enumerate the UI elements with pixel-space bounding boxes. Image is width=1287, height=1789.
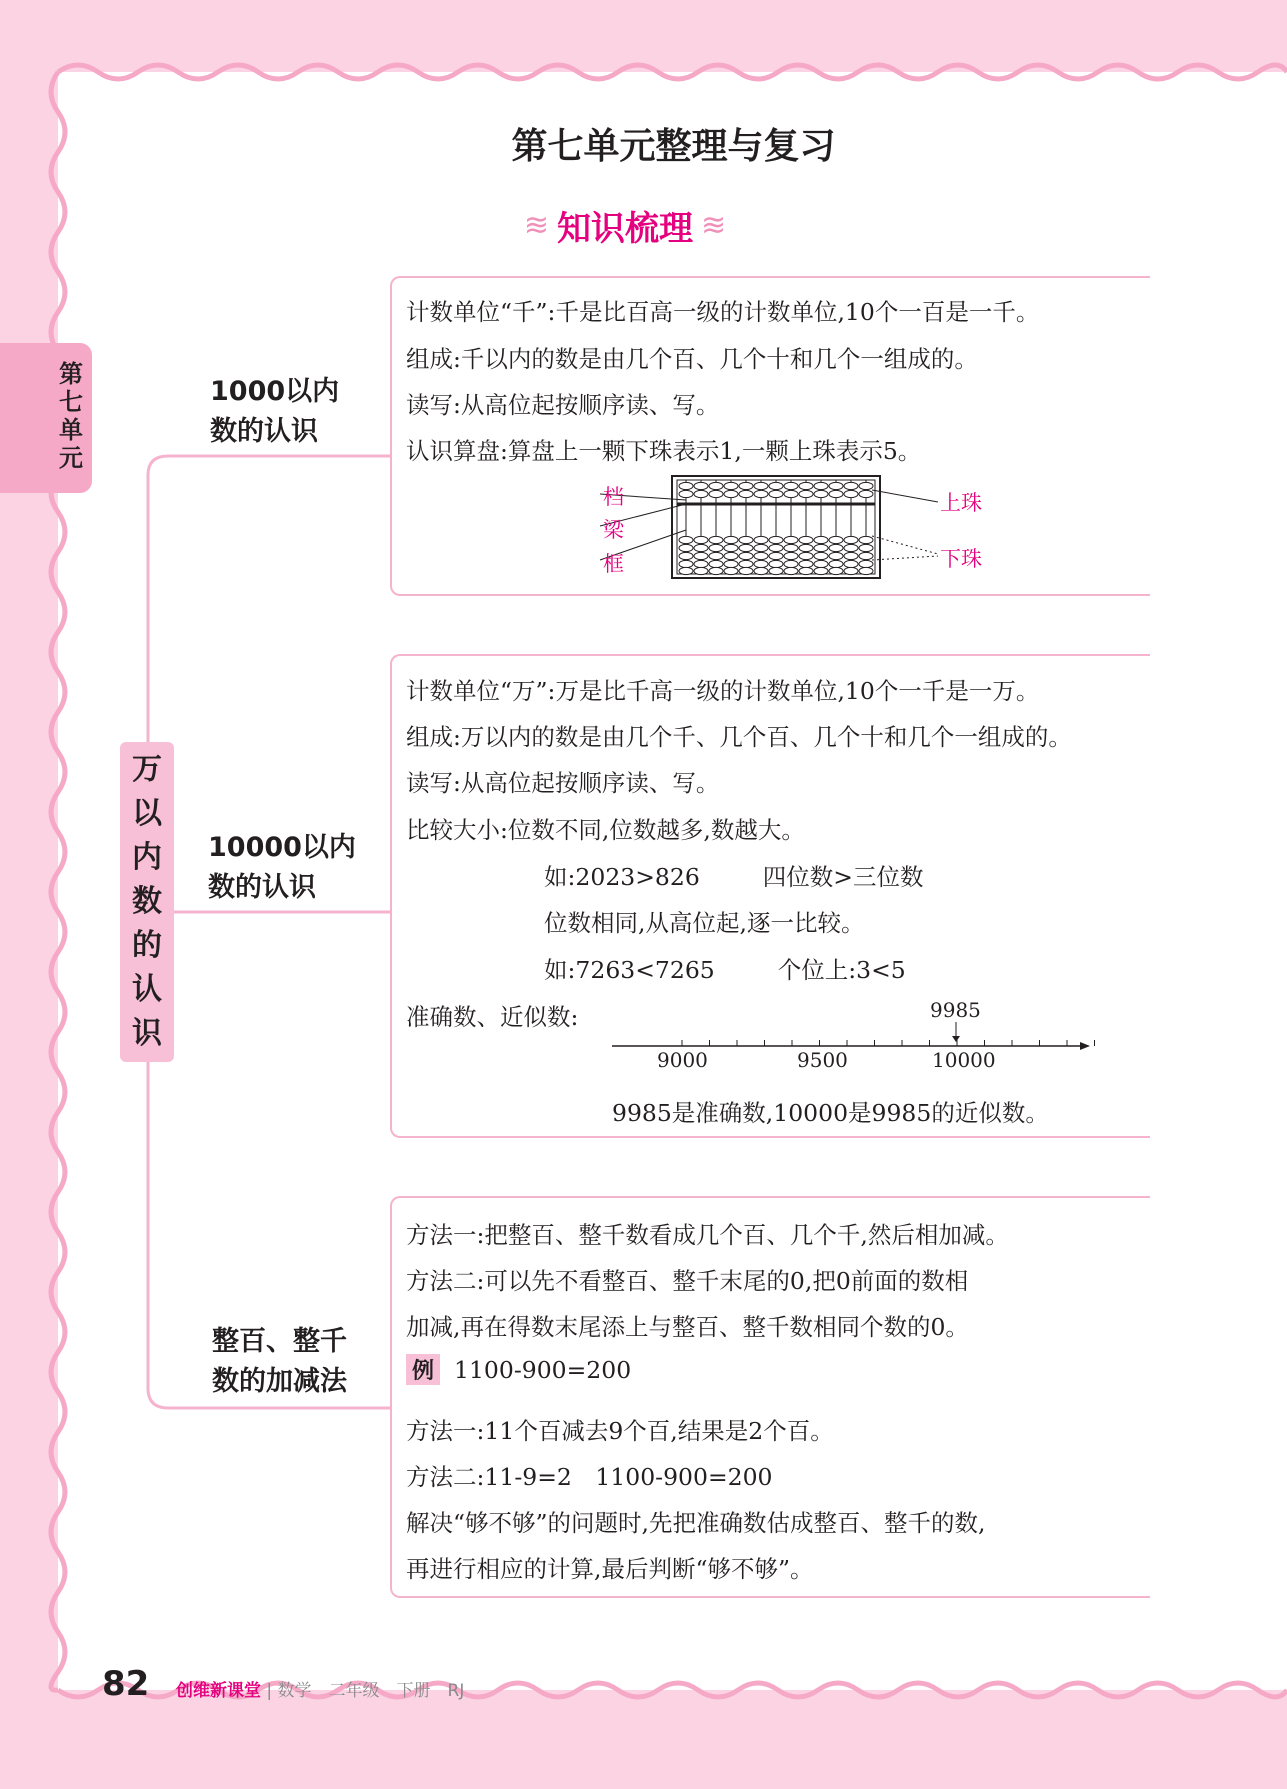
box2-line-4: 比较大小:位数不同,位数越多,数越大。 bbox=[406, 816, 805, 844]
abacus-lower-bead bbox=[799, 552, 813, 559]
abacus-upper-bead bbox=[739, 490, 753, 497]
abacus-lower-bead bbox=[829, 552, 843, 559]
abacus-upper-bead bbox=[694, 490, 708, 497]
abacus-lower-bead bbox=[724, 544, 738, 551]
abacus-lower-bead bbox=[709, 536, 723, 543]
marker-arrow-icon bbox=[952, 1036, 960, 1042]
abacus-upper-bead bbox=[859, 482, 873, 489]
abacus-upper-bead bbox=[694, 482, 708, 489]
abacus-lower-bead bbox=[724, 567, 738, 574]
abacus-upper-bead bbox=[739, 482, 753, 489]
abacus-upper-bead bbox=[829, 490, 843, 497]
abacus-lower-bead bbox=[814, 567, 828, 574]
box2-example-2 bbox=[544, 951, 906, 985]
abacus-lower-bead bbox=[754, 567, 768, 574]
branch-2-label bbox=[208, 828, 356, 908]
box3-line-1: 方法一:把整百、整千数看成几个百、几个千,然后相加减。 bbox=[406, 1221, 1009, 1249]
box2-line-1: 计数单位“万”:万是比千高一级的计数单位,10个一千是一万。 bbox=[406, 677, 1040, 705]
abacus-lower-bead bbox=[799, 567, 813, 574]
abacus-lower-bead bbox=[769, 552, 783, 559]
abacus-label-liang: 梁 bbox=[603, 518, 624, 542]
abacus-lower-bead bbox=[709, 567, 723, 574]
page-title: 第七单元整理与复习 bbox=[511, 126, 836, 167]
abacus-upper-bead bbox=[814, 490, 828, 497]
root-topic-label: 万以内数的认识 bbox=[120, 742, 174, 1062]
abacus-lower-bead bbox=[694, 567, 708, 574]
abacus-label-dang: 档 bbox=[603, 485, 624, 509]
abacus-lower-bead bbox=[784, 544, 798, 551]
abacus-lower-bead bbox=[694, 544, 708, 551]
number-line bbox=[600, 1000, 1100, 1090]
abacus-upper-bead bbox=[844, 482, 858, 489]
abacus-upper-bead bbox=[679, 482, 693, 489]
abacus-upper-bead bbox=[784, 490, 798, 497]
box3-line-2: 方法二:可以先不看整百、整千末尾的0,把0前面的数相 bbox=[406, 1267, 969, 1295]
abacus-lower-bead bbox=[859, 552, 873, 559]
abacus-lower-bead bbox=[814, 536, 828, 543]
abacus-upper-bead bbox=[709, 490, 723, 497]
abacus-lower-bead bbox=[799, 544, 813, 551]
box1-line-4: 认识算盘:算盘上一颗下珠表示1,一颗上珠表示5。 bbox=[406, 437, 922, 465]
abacus-lower-bead bbox=[739, 552, 753, 559]
abacus-lower-bead bbox=[859, 560, 873, 567]
abacus-lower-bead bbox=[814, 552, 828, 559]
abacus-lower-bead bbox=[739, 536, 753, 543]
box2-line-3: 读写:从高位起按顺序读、写。 bbox=[406, 769, 720, 797]
box3-line-3: 加减,再在得数末尾添上与整百、整千数相同个数的0。 bbox=[406, 1313, 969, 1341]
abacus-lower-bead bbox=[739, 544, 753, 551]
abacus-upper-bead bbox=[754, 482, 768, 489]
tick-label-9000: 9000 bbox=[657, 1048, 708, 1072]
abacus-lower-bead bbox=[769, 560, 783, 567]
abacus-lower-bead bbox=[739, 567, 753, 574]
abacus-upper-bead bbox=[769, 482, 783, 489]
footer-brand: 创维新课堂 bbox=[176, 1681, 261, 1701]
abacus-upper-bead bbox=[709, 482, 723, 489]
abacus-lower-bead bbox=[829, 560, 843, 567]
abacus-upper-bead bbox=[754, 490, 768, 497]
abacus-lower-bead bbox=[679, 560, 693, 567]
box2-example-2b: 个位上:3<5 bbox=[777, 956, 906, 984]
abacus-lower-bead bbox=[679, 536, 693, 543]
abacus-lower-bead bbox=[859, 567, 873, 574]
abacus-lower-bead bbox=[844, 567, 858, 574]
abacus-lower-bead bbox=[679, 567, 693, 574]
wavy-right-icon: ≋ bbox=[701, 207, 727, 243]
box2-approx-label: 准确数、近似数: bbox=[406, 1003, 579, 1031]
abacus-lower-bead bbox=[724, 536, 738, 543]
abacus-lower-bead bbox=[814, 560, 828, 567]
abacus-lower-bead bbox=[859, 544, 873, 551]
number-line-ticks bbox=[682, 1040, 1100, 1046]
abacus-upper-bead bbox=[679, 490, 693, 497]
abacus-lower-bead bbox=[829, 567, 843, 574]
example-equation: 1100-900=200 bbox=[454, 1356, 632, 1384]
abacus-lower-bead bbox=[844, 560, 858, 567]
box3-line-4: 方法一:11个百减去9个百,结果是2个百。 bbox=[406, 1417, 834, 1445]
abacus-label-lower-bead: 下珠 bbox=[940, 547, 982, 571]
box3-line-5: 方法二:11-9=2 1100-900=200 bbox=[406, 1463, 773, 1491]
branch-2-line2: 数的认识 bbox=[208, 872, 316, 903]
chapter-side-tab-label: 第七单元 bbox=[59, 360, 83, 472]
abacus-lower-bead bbox=[769, 567, 783, 574]
abacus-lower-bead bbox=[784, 552, 798, 559]
branch-3-line2: 数的加减法 bbox=[212, 1366, 347, 1397]
box1-line-3: 读写:从高位起按顺序读、写。 bbox=[406, 391, 720, 419]
abacus-lower-bead bbox=[724, 552, 738, 559]
abacus-upper-bead bbox=[784, 482, 798, 489]
abacus-lower-bead bbox=[754, 544, 768, 551]
abacus-lower-bead bbox=[694, 536, 708, 543]
abacus-lower-bead bbox=[694, 552, 708, 559]
abacus-label-upper-bead: 上珠 bbox=[940, 491, 982, 515]
abacus-label-kuang: 框 bbox=[603, 552, 624, 576]
number-line-marker-label: 9985 bbox=[930, 998, 981, 1022]
box1-line-2: 组成:千以内的数是由几个百、几个十和几个一组成的。 bbox=[406, 345, 978, 373]
abacus-lower-bead bbox=[829, 544, 843, 551]
abacus-upper-bead bbox=[724, 490, 738, 497]
abacus-lower-bead bbox=[829, 536, 843, 543]
abacus-rods bbox=[679, 480, 873, 575]
box1-line-1: 计数单位“千”:千是比百高一级的计数单位,10个一百是一千。 bbox=[406, 298, 1040, 326]
abacus-lower-bead bbox=[679, 544, 693, 551]
tick-label-10000: 10000 bbox=[932, 1048, 996, 1072]
abacus-lower-bead bbox=[724, 560, 738, 567]
abacus-lower-bead bbox=[784, 560, 798, 567]
abacus-lower-bead bbox=[859, 536, 873, 543]
abacus-upper-bead bbox=[859, 490, 873, 497]
branch-1-line1: 1000以内 bbox=[210, 376, 340, 407]
branch-1-label bbox=[210, 372, 339, 452]
abacus-lower-bead bbox=[739, 560, 753, 567]
abacus-lower-bead bbox=[769, 536, 783, 543]
abacus-upper-bead bbox=[769, 490, 783, 497]
abacus-lower-bead bbox=[799, 536, 813, 543]
abacus-lower-bead bbox=[694, 560, 708, 567]
box3-line-6: 解决“够不够”的问题时,先把准确数估成整百、整千的数, bbox=[406, 1509, 986, 1537]
box2-example-1 bbox=[544, 858, 923, 892]
tick-label-9500: 9500 bbox=[797, 1048, 848, 1072]
example-tag: 例 bbox=[406, 1354, 440, 1385]
footer-book-info: 数学 二年级 下册 RJ bbox=[277, 1681, 465, 1701]
page-number: 82 bbox=[102, 1664, 150, 1704]
abacus-lower-bead bbox=[799, 560, 813, 567]
abacus-lower-bead bbox=[754, 560, 768, 567]
number-line-arrow-icon bbox=[1080, 1042, 1090, 1050]
abacus-lower-bead bbox=[784, 536, 798, 543]
abacus-lower-bead bbox=[844, 544, 858, 551]
abacus-lower-bead bbox=[844, 552, 858, 559]
box2-rule-same-digits: 位数相同,从高位起,逐一比较。 bbox=[544, 909, 865, 937]
abacus-lower-bead bbox=[754, 536, 768, 543]
box2-conclusion: 9985是准确数,10000是9985的近似数。 bbox=[612, 1099, 1049, 1127]
abacus-lower-bead bbox=[754, 552, 768, 559]
box3-example-row bbox=[406, 1354, 631, 1385]
footer-info: 创维新课堂 | 数学 二年级 下册 RJ bbox=[176, 1681, 465, 1701]
box2-example-2a: 如:7263<7265 bbox=[544, 956, 715, 984]
box2-line-2: 组成:万以内的数是由几个千、几个百、几个十和几个一组成的。 bbox=[406, 723, 1072, 751]
branch-1-line2: 数的认识 bbox=[210, 416, 318, 447]
abacus-lower-bead bbox=[679, 552, 693, 559]
box3-line-7: 再进行相应的计算,最后判断“够不够”。 bbox=[406, 1555, 814, 1583]
abacus-upper-bead bbox=[724, 482, 738, 489]
abacus-upper-bead bbox=[814, 482, 828, 489]
abacus-lower-bead bbox=[844, 536, 858, 543]
abacus-upper-bead bbox=[844, 490, 858, 497]
abacus-lower-bead bbox=[709, 552, 723, 559]
abacus-lower-bead bbox=[784, 567, 798, 574]
branch-2-line1: 10000以内 bbox=[208, 832, 356, 863]
branch-3-label bbox=[212, 1322, 347, 1402]
abacus-lower-bead bbox=[709, 560, 723, 567]
box2-example-1a: 如:2023>826 bbox=[544, 863, 700, 891]
abacus-upper-bead bbox=[799, 482, 813, 489]
abacus-lower-bead bbox=[769, 544, 783, 551]
branch-3-line1: 整百、整千 bbox=[212, 1326, 347, 1357]
box2-example-1b: 四位数>三位数 bbox=[762, 863, 924, 891]
abacus-lower-bead bbox=[814, 544, 828, 551]
abacus-lower-bead bbox=[709, 544, 723, 551]
abacus-upper-bead bbox=[799, 490, 813, 497]
section-subtitle: 知识梳理 bbox=[557, 208, 693, 249]
wavy-left-icon: ≋ bbox=[523, 207, 549, 243]
abacus-upper-bead bbox=[829, 482, 843, 489]
